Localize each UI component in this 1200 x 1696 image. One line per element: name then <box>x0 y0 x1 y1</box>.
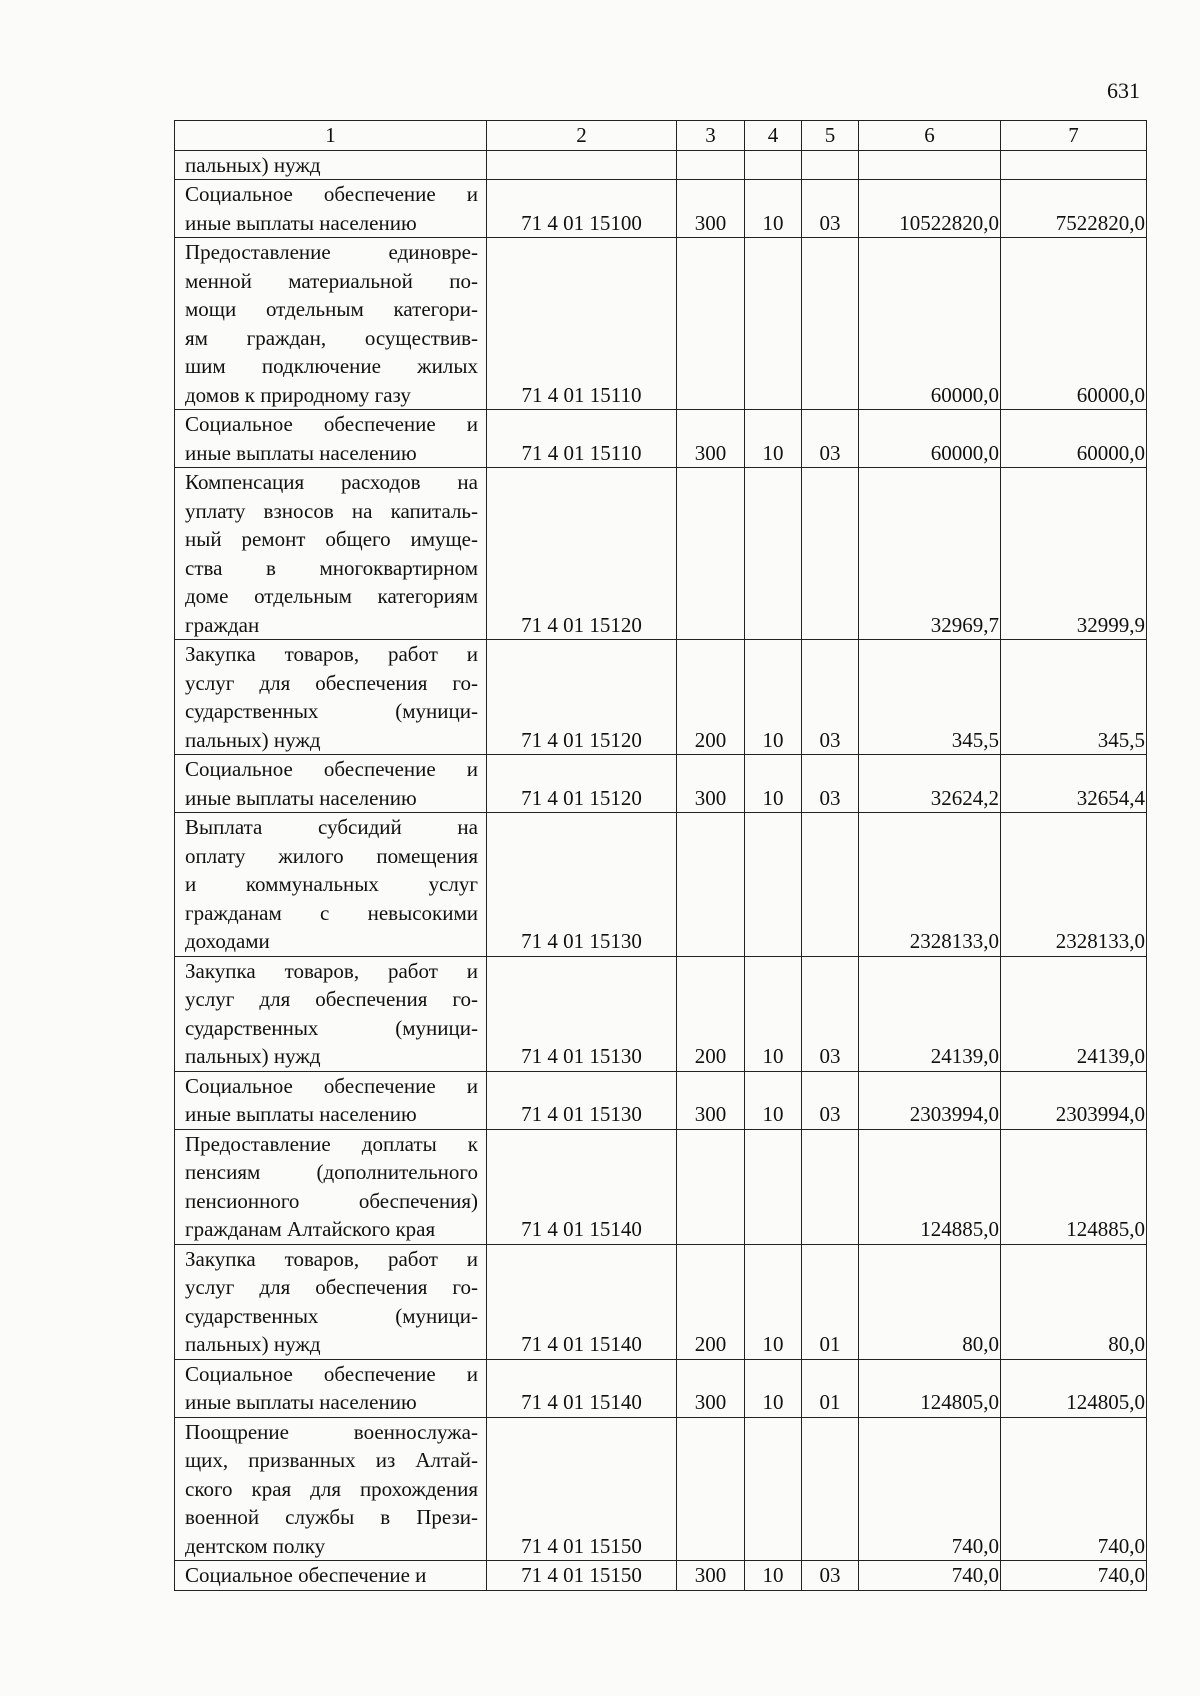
item-description <box>175 1129 487 1244</box>
budget-code: 71 4 01 15130 <box>487 813 677 957</box>
description-line: Социальное обеспечение и <box>185 757 478 781</box>
subsection <box>802 813 859 957</box>
item-description <box>175 410 487 468</box>
table-row <box>175 180 1147 238</box>
item-description <box>175 1244 487 1359</box>
subsection <box>802 468 859 640</box>
subsection <box>802 238 859 410</box>
description-line: сударственных (муници- <box>185 1303 478 1328</box>
description-line: Закупка товаров, работ и <box>185 1246 478 1271</box>
expense-type: 300 <box>677 1359 745 1417</box>
description-line: Социальное обеспечение и <box>185 1073 478 1098</box>
amount-col7: 124885,0 <box>1001 1129 1147 1244</box>
description-line: уплату взносов на капиталь- <box>185 498 478 523</box>
subsection <box>802 1417 859 1561</box>
budget-code: 71 4 01 15140 <box>487 1359 677 1417</box>
item-description <box>175 755 487 813</box>
page-number: 631 <box>1107 78 1140 103</box>
description-line: оплату жилого помещения <box>185 843 478 868</box>
description-line: иные выплаты населению <box>185 1102 417 1126</box>
item-description <box>175 1071 487 1129</box>
section <box>745 1417 802 1561</box>
budget-code: 71 4 01 15140 <box>487 1244 677 1359</box>
amount-col6: 80,0 <box>859 1244 1001 1359</box>
header-cell: 6 <box>859 121 1001 151</box>
section: 10 <box>745 956 802 1071</box>
expense-type: 300 <box>677 1561 745 1591</box>
description-line: щих, призванных из Алтай- <box>185 1448 478 1472</box>
header-cell: 1 <box>175 121 487 151</box>
subsection: 03 <box>802 956 859 1071</box>
amount-col6: 60000,0 <box>859 410 1001 468</box>
description-line: Закупка товаров, работ и <box>185 642 478 666</box>
description-line: ского края для прохождения <box>185 1476 478 1501</box>
subsection: 03 <box>802 640 859 755</box>
description-line: пальных) нужд <box>185 1044 321 1068</box>
amount-col6: 60000,0 <box>859 238 1001 410</box>
section <box>745 1129 802 1244</box>
description-line: сударственных (муници- <box>185 699 478 723</box>
description-line: пальных) нужд <box>185 1332 321 1356</box>
budget-code: 71 4 01 15130 <box>487 956 677 1071</box>
amount-col7: 740,0 <box>1001 1417 1147 1561</box>
description-line: пальных) нужд <box>185 727 321 752</box>
budget-code: 71 4 01 15120 <box>487 640 677 755</box>
table-row <box>175 150 1147 180</box>
description-line: иные выплаты населению <box>185 785 417 810</box>
table-row <box>175 410 1147 468</box>
table-row <box>175 755 1147 813</box>
item-description <box>175 238 487 410</box>
description-line: пенсиям (дополнительного <box>185 1160 478 1184</box>
budget-code: 71 4 01 15150 <box>487 1417 677 1561</box>
header-cell: 7 <box>1001 121 1147 151</box>
section: 10 <box>745 180 802 238</box>
amount-col6 <box>859 150 1001 180</box>
table-row <box>175 956 1147 1071</box>
expense-type: 200 <box>677 640 745 755</box>
table-row <box>175 1129 1147 1244</box>
section: 10 <box>745 1071 802 1129</box>
amount-col7: 60000,0 <box>1001 410 1147 468</box>
description-line: услуг для обеспечения го- <box>185 670 478 695</box>
section: 10 <box>745 640 802 755</box>
table-row <box>175 640 1147 755</box>
amount-col6: 124885,0 <box>859 1129 1001 1244</box>
table-row <box>175 238 1147 410</box>
description-line: пенсионного обеспечения) <box>185 1188 478 1213</box>
table-row <box>175 1071 1147 1129</box>
table-row <box>175 468 1147 640</box>
subsection <box>802 1129 859 1244</box>
subsection: 03 <box>802 180 859 238</box>
table-row <box>175 813 1147 957</box>
description-line: граждан <box>185 612 260 637</box>
expense-type <box>677 1417 745 1561</box>
description-line: Выплата субсидий на <box>185 815 478 839</box>
description-line: иные выплаты населению <box>185 1390 417 1414</box>
budget-code: 71 4 01 15100 <box>487 180 677 238</box>
subsection: 01 <box>802 1359 859 1417</box>
description-line: иные выплаты населению <box>185 210 417 235</box>
description-line: дентском полку <box>185 1533 326 1558</box>
header-cell: 4 <box>745 121 802 151</box>
item-description <box>175 180 487 238</box>
amount-col7: 32654,4 <box>1001 755 1147 813</box>
item-description <box>175 1359 487 1417</box>
description-line: услуг для обеспечения го- <box>185 987 478 1011</box>
amount-col7: 32999,9 <box>1001 468 1147 640</box>
description-line: менной материальной по- <box>185 268 478 293</box>
table-row <box>175 1359 1147 1417</box>
table-row <box>175 1244 1147 1359</box>
section: 10 <box>745 755 802 813</box>
header-cell: 3 <box>677 121 745 151</box>
amount-col6: 740,0 <box>859 1417 1001 1561</box>
item-description <box>175 813 487 957</box>
subsection: 03 <box>802 1561 859 1591</box>
budget-code: 71 4 01 15140 <box>487 1129 677 1244</box>
description-line: услуг для обеспечения го- <box>185 1275 478 1299</box>
amount-col7: 24139,0 <box>1001 956 1147 1071</box>
description-line: мощи отдельным категори- <box>185 297 478 321</box>
header-row <box>175 121 1147 151</box>
description-line: и коммунальных услуг <box>185 872 478 896</box>
expense-type <box>677 813 745 957</box>
section: 10 <box>745 1244 802 1359</box>
item-description <box>175 1561 487 1591</box>
amount-col7: 2303994,0 <box>1001 1071 1147 1129</box>
description-line: доме отдельным категориям <box>185 584 478 608</box>
budget-code: 71 4 01 15120 <box>487 468 677 640</box>
expense-type <box>677 468 745 640</box>
amount-col7: 740,0 <box>1001 1561 1147 1591</box>
item-description <box>175 956 487 1071</box>
amount-col6: 124805,0 <box>859 1359 1001 1417</box>
section: 10 <box>745 410 802 468</box>
amount-col7: 80,0 <box>1001 1244 1147 1359</box>
description-line: гражданам Алтайского края <box>185 1217 436 1241</box>
amount-col6: 32624,2 <box>859 755 1001 813</box>
item-description <box>175 1417 487 1561</box>
expense-type <box>677 1129 745 1244</box>
amount-col6: 740,0 <box>859 1561 1001 1591</box>
amount-col6: 24139,0 <box>859 956 1001 1071</box>
section <box>745 150 802 180</box>
budget-code: 71 4 01 15120 <box>487 755 677 813</box>
section: 10 <box>745 1561 802 1591</box>
amount-col6: 2328133,0 <box>859 813 1001 957</box>
budget-table <box>174 120 1147 1591</box>
amount-col7: 60000,0 <box>1001 238 1147 410</box>
amount-col6: 10522820,0 <box>859 180 1001 238</box>
budget-code: 71 4 01 15150 <box>487 1561 677 1591</box>
description-line: Предоставление единовре- <box>185 240 478 264</box>
header-cell: 5 <box>802 121 859 151</box>
expense-type: 300 <box>677 180 745 238</box>
table-row <box>175 1417 1147 1561</box>
budget-code: 71 4 01 15110 <box>487 238 677 410</box>
description-line: домов к природному газу <box>185 382 411 407</box>
description-line: Социальное обеспечение и <box>185 182 478 206</box>
subsection: 03 <box>802 1071 859 1129</box>
section <box>745 468 802 640</box>
section: 10 <box>745 1359 802 1417</box>
expense-type: 300 <box>677 410 745 468</box>
expense-type <box>677 238 745 410</box>
description-line: шим подключение жилых <box>185 354 478 378</box>
description-line: Предоставление доплаты к <box>185 1131 478 1156</box>
amount-col6: 32969,7 <box>859 468 1001 640</box>
expense-type: 300 <box>677 1071 745 1129</box>
budget-code <box>487 150 677 180</box>
description-line: Социальное обеспечение и <box>185 1361 478 1386</box>
subsection: 03 <box>802 410 859 468</box>
expense-type: 200 <box>677 1244 745 1359</box>
item-description <box>175 468 487 640</box>
description-line: Поощрение военнослужа- <box>185 1419 478 1444</box>
expense-type <box>677 150 745 180</box>
amount-col7: 345,5 <box>1001 640 1147 755</box>
expense-type: 300 <box>677 755 745 813</box>
description-line: ный ремонт общего имуще- <box>185 527 478 551</box>
description-line: Компенсация расходов на <box>185 470 478 494</box>
subsection <box>802 150 859 180</box>
description-line: гражданам с невысокими <box>185 900 478 925</box>
subsection: 01 <box>802 1244 859 1359</box>
description-line: Закупка товаров, работ и <box>185 958 478 983</box>
description-line: Социальное обеспечение и <box>185 1563 427 1587</box>
description-line: сударственных (муници- <box>185 1015 478 1040</box>
header-cell: 2 <box>487 121 677 151</box>
table-row <box>175 1561 1147 1591</box>
description-line: доходами <box>185 929 270 953</box>
amount-col6: 2303994,0 <box>859 1071 1001 1129</box>
section <box>745 813 802 957</box>
budget-code: 71 4 01 15110 <box>487 410 677 468</box>
amount-col7: 2328133,0 <box>1001 813 1147 957</box>
item-description <box>175 640 487 755</box>
description-line: ства в многоквартирном <box>185 555 478 580</box>
budget-code: 71 4 01 15130 <box>487 1071 677 1129</box>
section <box>745 238 802 410</box>
amount-col7: 124805,0 <box>1001 1359 1147 1417</box>
expense-type: 200 <box>677 956 745 1071</box>
amount-col7 <box>1001 150 1147 180</box>
item-description <box>175 150 487 180</box>
amount-col7: 7522820,0 <box>1001 180 1147 238</box>
subsection: 03 <box>802 755 859 813</box>
description-line: пальных) нужд <box>185 152 321 177</box>
amount-col6: 345,5 <box>859 640 1001 755</box>
description-line: Социальное обеспечение и <box>185 412 478 436</box>
description-line: военной службы в Прези- <box>185 1505 478 1529</box>
description-line: ям граждан, осуществив- <box>185 325 478 350</box>
description-line: иные выплаты населению <box>185 440 417 465</box>
